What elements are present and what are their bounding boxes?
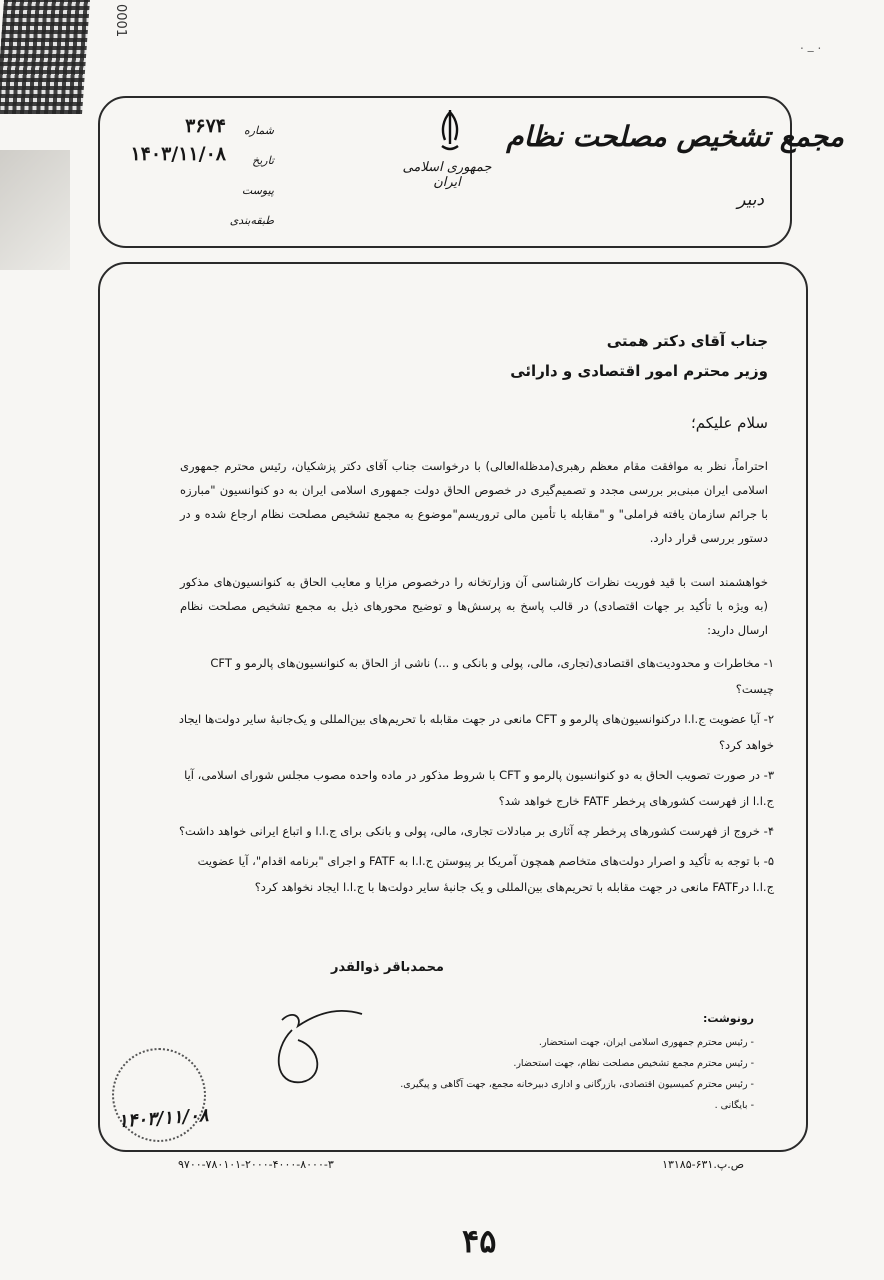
addressee-title: وزیر محترم امور اقتصادی و دارائی — [510, 362, 768, 380]
letter-date: ۱۴۰۳/۱۱/۰۸ — [130, 143, 226, 165]
cc-item: - بایگانی . — [714, 1100, 754, 1111]
emblem-icon — [433, 108, 467, 154]
cc-title: رونوشت: — [702, 1012, 754, 1025]
cc-item: - رئیس محترم کمیسیون اقتصادی، بازرگانی و اداری دبیرخانه مجمع، جهت آگاهی و پیگیری. — [400, 1079, 754, 1090]
top-stamp-code: 0001 — [113, 4, 128, 38]
paragraph-intro: احتراماً، نظر به موافقت مقام معظم رهبری(مدظله‌العالی) با درخواست جناب آقای دکتر پزشکیان، رئیس محترم جمهوری اسلامی ایران مبنی‌بر بررسی مجدد و تصمیم‌گیری در خصوص الحاق دولت جمهوری اسلامی ایران به دو کنوانسیون "مبارزه با جرائم سازمان یافته فراملی" و "مقابله با تأمین مالی تروریسم"موضوع به مجمع تشخیص مصلحت نظام ارجاع شده و در دستور بررسی قرار دارد. — [180, 459, 768, 545]
greeting: سلام علیکم؛ — [690, 414, 768, 432]
question-list — [178, 650, 774, 904]
signer-name: محمدباقر ذوالقدر — [331, 960, 444, 975]
meta-values — [126, 112, 226, 168]
page-number: ۴۵ — [462, 1222, 497, 1260]
letter-number: ۳۶۷۴ — [185, 115, 226, 137]
addressee — [168, 326, 768, 386]
cc-item: - رئیس محترم مجمع تشخیص مصلحت نظام، جهت استحضار. — [513, 1058, 754, 1069]
addressee-name: جناب آقای دکتر همتی — [606, 332, 768, 350]
footer-phone: ۹۷۰۰-۷۸۰۱۰۱-۲۰۰۰-۴۰۰۰-۸۰۰۰-۳ — [178, 1158, 334, 1171]
question-item: ۲- آیا عضویت ج.ا.ا درکنوانسیون‌های پالرمو و CFT مانعی در جهت مقابله با تحریم‌های بین‌المللی و یک‌جانبهٔ سایر دولت‌ها ایجاد خواهد کرد؟ — [178, 712, 774, 752]
republic-name: جمهوری اسلامی ایران — [402, 160, 492, 190]
paragraph-request: خواهشمند است با قید فوریت نظرات کارشناسی آن وزارتخانه را درخصوص مزایا و معایب الحاق به کنوانسیون‌های مذکور (به ویژه با تأکید بر جهات اقتصادی) در قالب پاسخ به پرسش‌ها و توضیح محورهای ذیل به مجمع تشخیص مصلحت نظام ارسال دارید: — [180, 575, 768, 637]
footer-postal: ص.پ.۶۳۱-۱۳۱۸۵ — [662, 1158, 744, 1171]
cc-list — [334, 1032, 754, 1116]
question-item: ۱- مخاطرات و محدودیت‌های اقتصادی(تجاری، مالی، پولی و بانکی و ...) ناشی از الحاق به کنوانسیون‌های پالرمو و CFT چیست؟ — [210, 656, 774, 696]
top-mark: . _ . — [800, 38, 822, 52]
label-classification: طبقه‌بندی — [229, 214, 274, 227]
question-item: ۵- با توجه به تأکید و اصرار دولت‌های متخاصم همچون آمریکا بر پیوستن ج.ا.ا به FATF و اجرای "برنامه اقدام"، آیا عضویت ج.ا.ا درFATF مانعی در جهت مقابله با تحریم‌های بین‌المللی و یک جانبهٔ سایر دولت‌ها با ج.ا.ا ایجاد نخواهد کرد؟ — [197, 854, 774, 894]
stamp-date: ۱۴۰۳/۱۱/۰۸ — [117, 1104, 210, 1133]
cc-item: - رئیس محترم جمهوری اسلامی ایران، جهت استحضار. — [538, 1037, 754, 1048]
paper-fold — [0, 150, 70, 270]
org-name: مجمع تشخیص مصلحت نظام — [506, 120, 844, 153]
org-sub-title: دبیر — [737, 190, 764, 210]
qr-code — [0, 0, 90, 114]
label-number: شماره — [243, 124, 274, 137]
label-date: تاریخ — [252, 154, 274, 167]
label-attachment: پیوست — [241, 184, 274, 197]
question-item: ۴- خروج از فهرست کشورهای پرخطر چه آثاری بر مبادلات تجاری، مالی، پولی و بانکی برای ج.ا.ا و اتباع ایرانی خواهد داشت؟ — [178, 824, 774, 838]
question-item: ۳- در صورت تصویب الحاق به دو کنوانسیون پالرمو و CFT با شروط مذکور در ماده واحده مصوب مجلس شورای اسلامی، آیا ج.ا.ا از فهرست کشورهای پرخطر FATF خارج خواهد شد؟ — [184, 768, 774, 808]
meta-labels — [224, 116, 274, 236]
